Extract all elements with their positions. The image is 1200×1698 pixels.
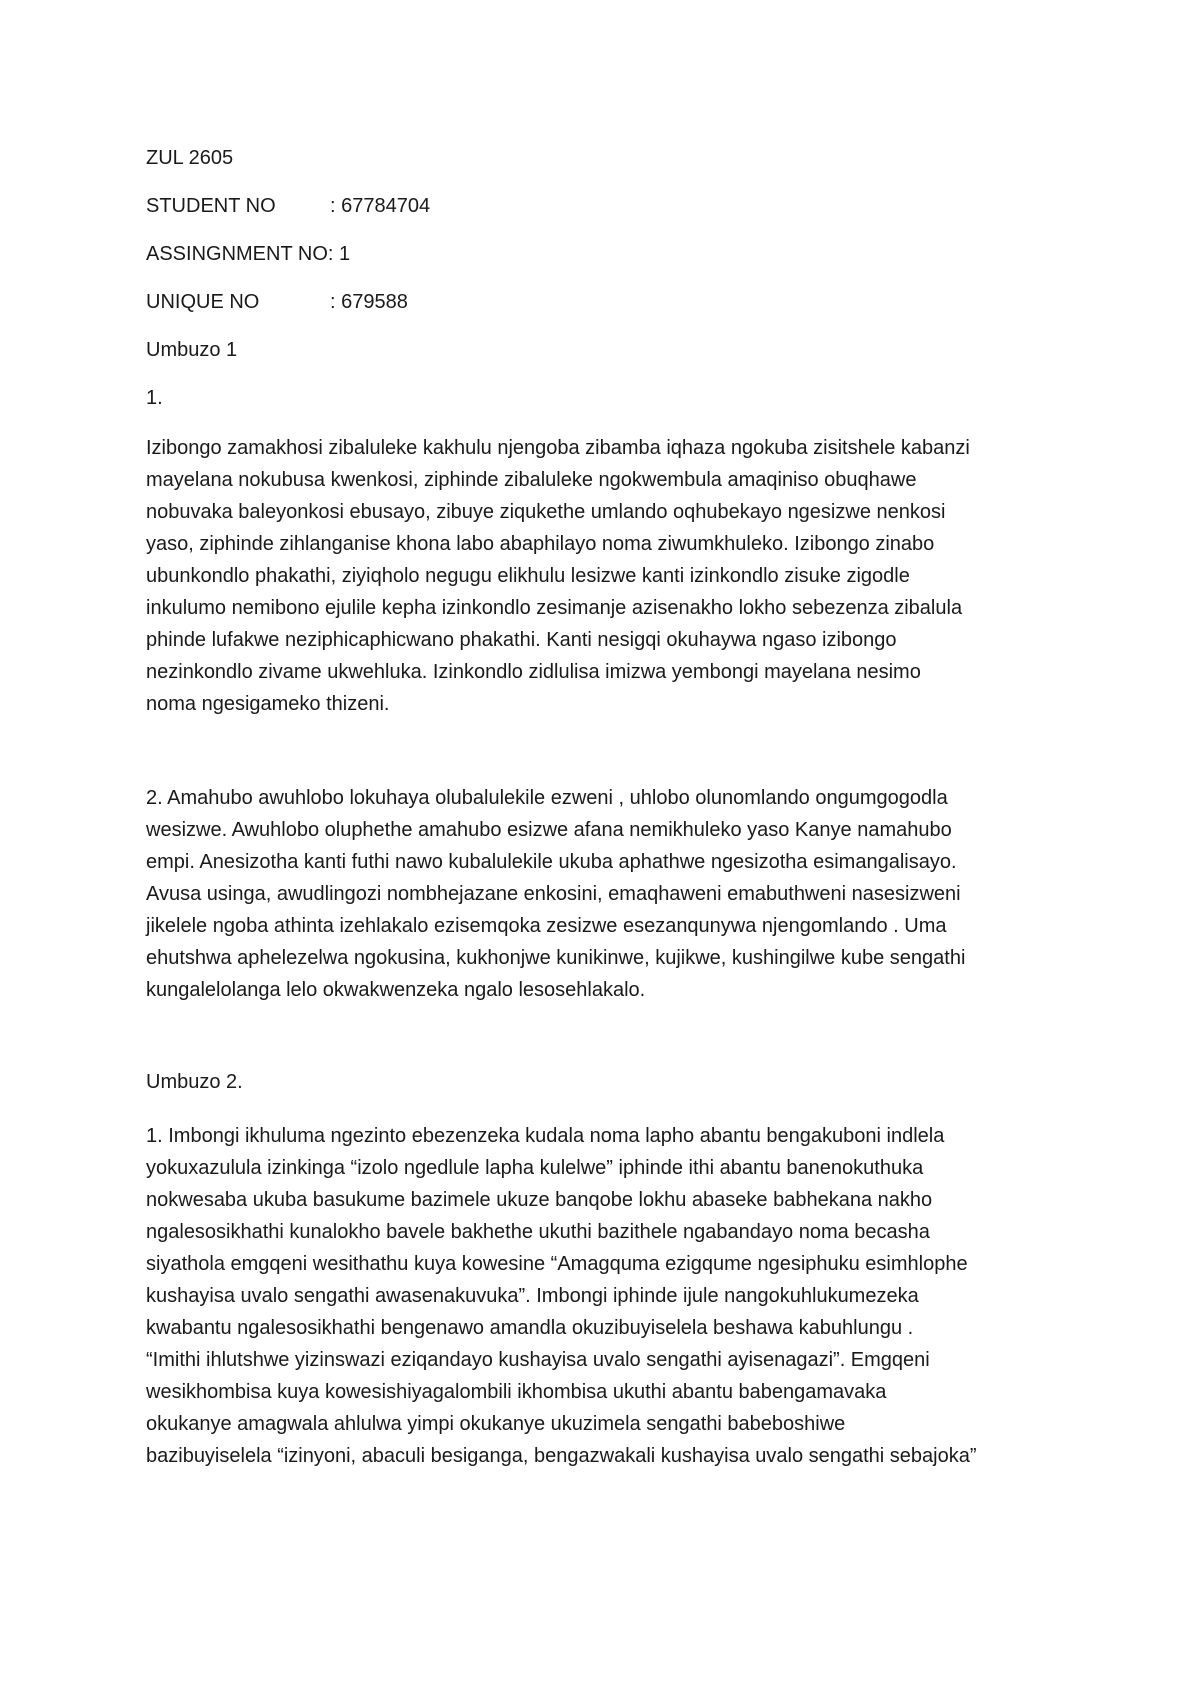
assignment-number-row — [146, 242, 1066, 266]
question-2-heading: Umbuzo 2. — [146, 1071, 243, 1093]
question-2-answer-1: 1. Imbongi ikhuluma ngezinto ebezenzeka kudala noma lapho abantu bengakuboni indlela yokuxazulula izinkinga “izolo ngedlule lapha kulelwe” iphinde ithi abantu banenokuthuka nokwesaba ukuba basukume bazimele ukuze banqobe lokhu abaseke babhekana nakho ngalesosikhathi kunalokho bavele bakhethe ukuthi bazithele ngabandayo noma becasha siyathola emgqeni wesithathu kuya kowesine “Amagquma ezigqume ngesiphuku esimhlophe kushayisa uvalo sengathi awasenakuvuka”. Imbongi iphinde ijule nangokuhlukumezeka kwabantu ngalesosikhathi bengenawo amandla okuzibuyiselela beshawa kabuhlungu . “Imithi ihlutshwe yizinswazi eziqandayo kushayisa uvalo sengathi ayisenagazi”. Emgqeni wesikhombisa kuya kowesishiyagalombili ikhombisa ukuthi abantu babengamavaka okukanye amagwala ahlulwa yimpi okukanye ukuzimela sengathi babeboshiwe bazibuyiselela “izinyoni, abaculi besiganga, bengazwakali kushayisa uvalo sengathi sebajoka” — [146, 1125, 977, 1467]
unique-number-value: : 679588 — [330, 291, 408, 313]
document-content — [146, 146, 1066, 1472]
unique-number-label: UNIQUE NO — [146, 291, 260, 313]
unique-number-row — [146, 290, 1066, 314]
course-code: ZUL 2605 — [146, 147, 234, 169]
student-number-value: : 67784704 — [330, 195, 431, 217]
student-number-row — [146, 194, 1066, 218]
question-1-item-number: 1. — [146, 387, 163, 409]
assignment-number-label: ASSINGNMENT NO — [146, 243, 328, 265]
question-1-answer-2: 2. Amahubo awuhlobo lokuhaya olubalulekile ezweni , uhlobo olunomlando ongumgogodla wesizwe. Awuhlobo oluphethe amahubo esizwe afana nemikhuleko yaso Kanye namahubo empi. Anesizotha kanti futhi nawo kubalulekile ukuba aphathwe ngesizotha esimangalisayo. Avusa usinga, awudlingozi nombhejazane enkosini, emaqhaweni emabuthweni nasesizweni jikelele ngoba athinta izehlakalo ezisemqoka zesizwe esezanqunywa njengomlando . Uma ehutshwa aphelezelwa ngokusina, kukhonjwe kunikinwe, kujikwe, kushingilwe kube sengathi kungalelolanga lelo okwakwenzeka ngalo lesosehlakalo. — [146, 787, 966, 1001]
question-1-answer-1: Izibongo zamakhosi zibaluleke kakhulu njengoba zibamba iqhaza ngokuba zisitshele kabanzi mayelana nokubusa kwenkosi, ziphinde zibaluleke ngokwembula amaqiniso obuqhawe nobuvaka baleyonkosi ebusayo, zibuye ziqukethe umlando oqhubekayo ngesizwe nenkosi yaso, ziphinde zihlanganise khona labo abaphilayo noma ziwumkhuleko. Izibongo zinabo ubunkondlo phakathi, ziyiqholo negugu elikhulu lesizwe kanti izinkondlo zisuke zigodle inkulumo nemibono ejulile kepha izinkondlo zesimanje azisenakho lokho sebezenza zibalula phinde lufakwe neziphicaphicwano phakathi. Kanti nesigqi okuhaywa ngaso izibongo nezinkondlo zivame ukwehluka. Izinkondlo zidlulisa imizwa yembongi mayelana nesimo noma ngesigameko thizeni. — [146, 437, 970, 715]
assignment-number-value: : 1 — [327, 243, 351, 265]
question-1-heading: Umbuzo 1 — [146, 339, 238, 361]
student-number-label: STUDENT NO — [146, 195, 276, 217]
